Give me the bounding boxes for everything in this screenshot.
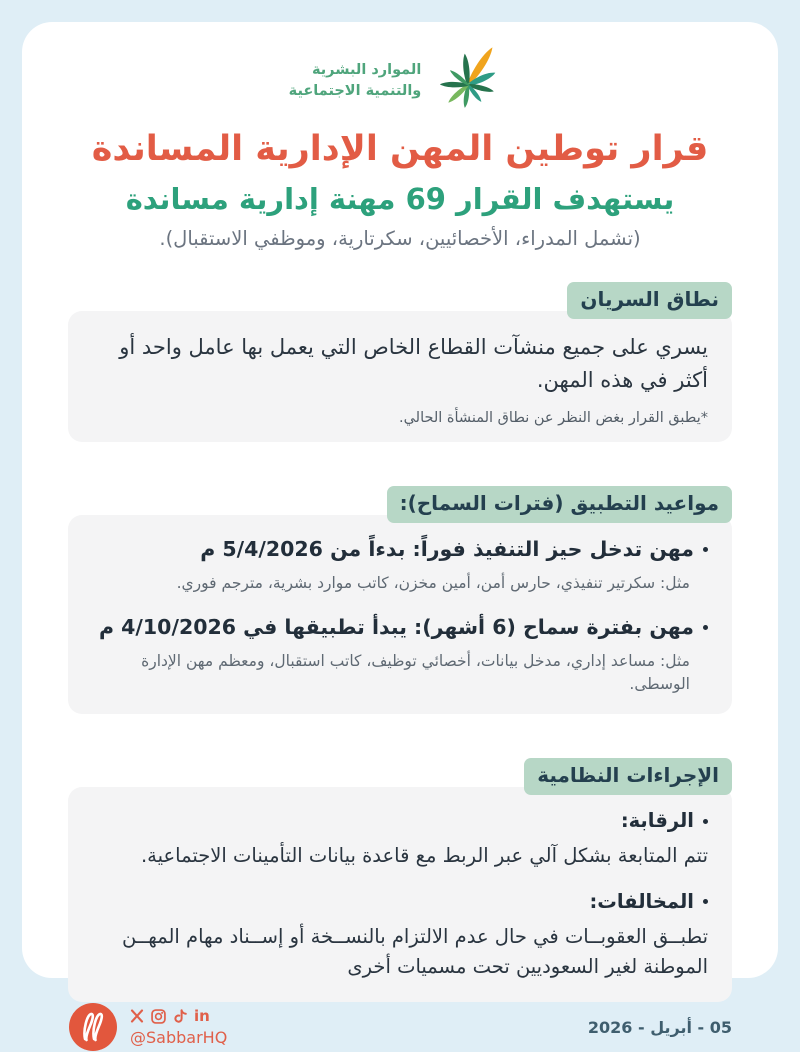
tiktok-icon[interactable] [173, 1009, 187, 1024]
page-title: قرار توطين المهن الإدارية المساندة [91, 129, 709, 169]
footer [68, 1002, 732, 1052]
bullet-dot [703, 625, 708, 630]
sabbar-logo-icon [68, 1002, 118, 1052]
section-timeline-badge: مواعيد التطبيق (فترات السماح): [387, 486, 732, 523]
section-timeline-box [68, 515, 732, 714]
ministry-starburst-icon [429, 42, 511, 120]
infographic-card [22, 22, 778, 1047]
scope-body-text: يسري على جميع منشآت القطاع الخاص التي يعمل بها عامل واحد أو أكثر في هذه المهن. [119, 334, 708, 393]
social-icons-row [130, 1008, 227, 1025]
section-scope [68, 282, 732, 442]
social-column [130, 1008, 227, 1047]
instagram-icon[interactable] [151, 1009, 166, 1024]
procedures-monitoring-body: تتم المتابعة بشكل آلي عبر الربط مع قاعدة بيانات التأمينات الاجتماعية. [140, 844, 708, 868]
ministry-logo-line2: والتنمية الاجتماعية [288, 83, 422, 99]
procedures-violations-body: تطبــق العقوبــات في حال عدم الالتزام بالنســخة أو إســناد مهام المهــن الموطنة لغير السعوديين تحت مسميات أخرى [121, 924, 708, 979]
section-scope-badge: نطاق السريان [567, 282, 732, 319]
section-procedures [68, 758, 732, 1002]
social-handle[interactable]: @SabbarHQ [130, 1027, 228, 1047]
scope-footnote: *يطبق القرار بغض النظر عن نطاق المنشأة الحالي. [398, 409, 708, 426]
ministry-logo-text [289, 60, 422, 102]
section-scope-box [68, 311, 732, 442]
section-timeline [68, 486, 732, 714]
page-subtitle: يستهدف القرار 69 مهنة إدارية مساندة [125, 182, 675, 216]
bullet-dot [703, 547, 708, 552]
x-icon[interactable] [130, 1009, 144, 1023]
timeline-item1-examples: مثل: سكرتير تنفيذي، حارس أمن، أمين مخزن، كاتب موارد بشرية، مترجم فوري. [176, 573, 690, 592]
ministry-logo-line1: الموارد البشرية [311, 61, 422, 78]
procedures-monitoring-title: الرقابة: [620, 809, 694, 833]
publish-date: 05 - أبريل - 2026 [587, 1017, 732, 1037]
section-procedures-box [68, 787, 732, 1002]
section-procedures-badge: الإجراءات النظامية [524, 758, 732, 795]
ministry-logo [68, 42, 732, 120]
bullet-dot [703, 819, 708, 824]
timeline-item1-title: مهن تدخل حيز التنفيذ فوراً: بدءاً من 5/4/2026 م [200, 536, 694, 561]
procedures-violations-title: المخالفات: [589, 889, 694, 913]
subtitle-note: (تشمل المدراء، الأخصائيين، سكرتارية، وموظفي الاستقبال). [159, 226, 641, 250]
timeline-item2-examples: مثل: مساعد إداري، مدخل بيانات، أخصائي توظيف، كاتب استقبال، ومعظم مهن الإدارة الوسطى. [141, 651, 690, 693]
timeline-item2-title: مهن بفترة سماح (6 أشهر): يبدأ تطبيقها في 4/10/2026 م [99, 614, 694, 639]
bullet-dot [703, 899, 708, 904]
linkedin-icon[interactable]: in [194, 1006, 210, 1025]
